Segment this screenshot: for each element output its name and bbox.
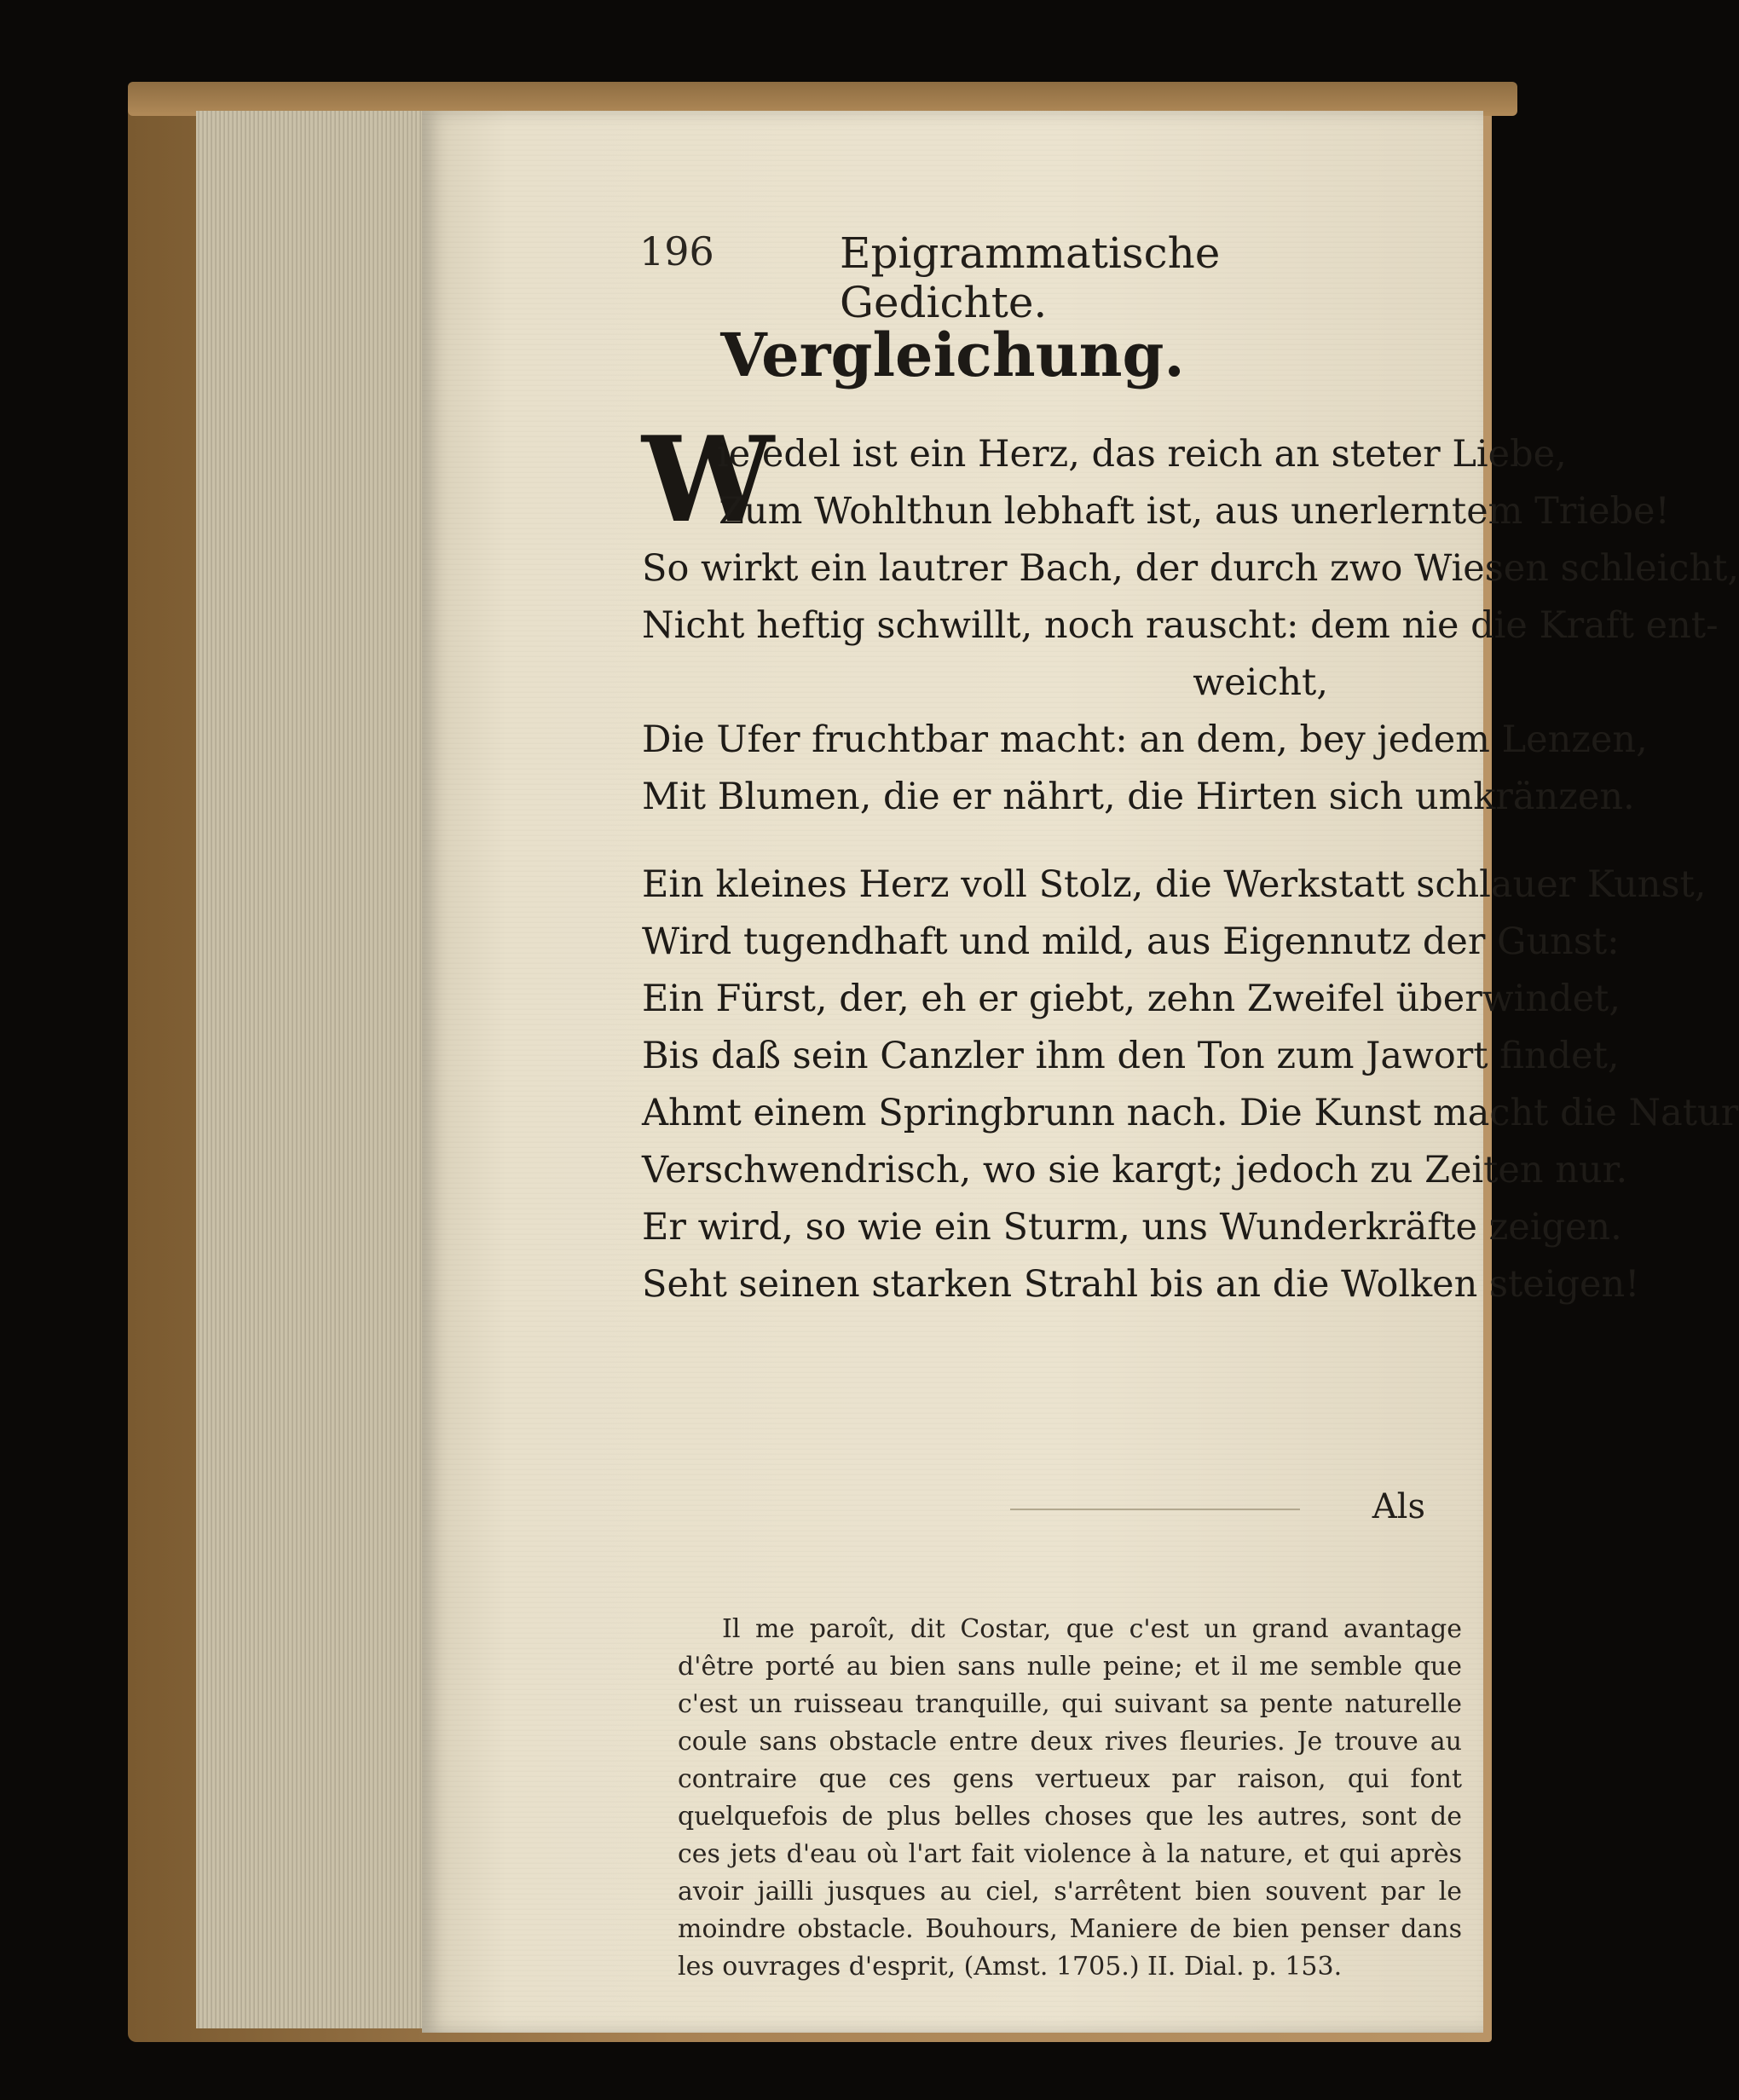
running-title: Epigrammatische Gedichte. xyxy=(840,228,1221,327)
separator-rule xyxy=(1010,1509,1300,1510)
poem-heading: Vergleichung. xyxy=(720,320,1185,390)
poem-line: Wird tugendhaft und mild, aus Eigennutz der Gunst: xyxy=(642,920,1620,963)
poem-line: Die Ufer fruchtbar macht: an dem, bey jedem Lenzen, xyxy=(642,718,1648,761)
poem-line: weicht, xyxy=(1193,661,1328,704)
running-head xyxy=(639,228,1347,327)
poem-line: Zum Wohlthun lebhaft ist, aus unerlerntem Triebe! xyxy=(719,490,1670,533)
catchword: Als xyxy=(1372,1487,1425,1526)
poem-line: Ein kleines Herz voll Stolz, die Werkstatt schlauer Kunst, xyxy=(642,863,1707,906)
poem-line: ie edel ist ein Herz, das reich an steter Liebe, xyxy=(717,433,1567,476)
poem-line: Ein Fürst, der, eh er giebt, zehn Zweifel überwindet, xyxy=(642,978,1621,1020)
poem-line: Ahmt einem Springbrunn nach. Die Kunst macht die Natur xyxy=(642,1092,1739,1134)
poem-line: Mit Blumen, die er nährt, die Hirten sich umkränzen. xyxy=(642,776,1635,818)
poem-line: Er wird, so wie ein Sturm, uns Wunderkräfte zeigen. xyxy=(642,1206,1622,1249)
page-number: 196 xyxy=(639,228,714,274)
poem-line: Verschwendrisch, wo sie kargt; jedoch zu Zeiten nur. xyxy=(642,1149,1628,1191)
drop-cap: W xyxy=(642,410,774,549)
poem-line: Seht seinen starken Strahl bis an die Wolken steigen! xyxy=(642,1263,1640,1306)
poem-line: Bis daß sein Canzler ihm den Ton zum Jawort findet, xyxy=(642,1035,1620,1077)
page-edges-stack xyxy=(196,111,426,2028)
poem-line: So wirkt ein lautrer Bach, der durch zwo Wiesen schleicht, xyxy=(642,547,1739,590)
poem-body xyxy=(642,426,1739,1313)
footnote: Il me paroît, dit Costar, que c'est un grand avantage d'être porté au bien sans nulle peine; et il me semble que c'est un ruisseau tranquille, qui suivant sa pente naturelle coule sans obstacle entre deux rives fleuries. Je trouve au contraire que ces gens vertueux par raison, qui font quelquefois de plus belles choses que les autres, sont de ces jets d'eau où l'art fait violence à la nature, et qui après avoir jailli jusques au ciel, s'arrêtent bien souvent par le moindre obstacle. Bouhours, Maniere de bien penser dans les ouvrages d'esprit, (Amst. 1705.) II. Dial. p. 153. xyxy=(678,1614,1462,1982)
book-page xyxy=(422,111,1739,2033)
poem-line: Nicht heftig schwillt, noch rauscht: dem nie die Kraft ent- xyxy=(642,604,1719,647)
stanza-gap xyxy=(642,826,1473,857)
